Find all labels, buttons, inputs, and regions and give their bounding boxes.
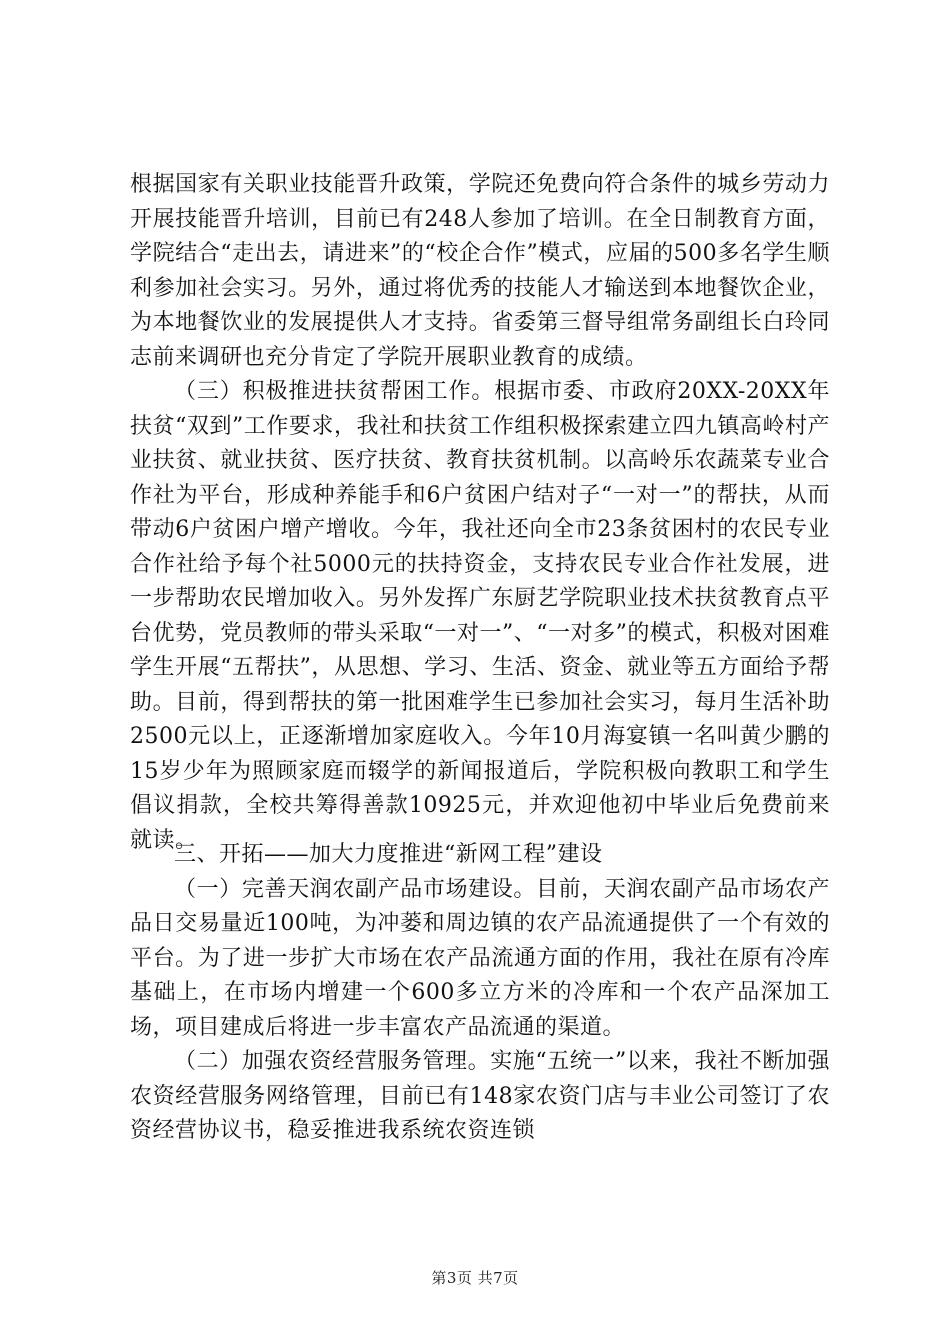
section-poverty-relief [130, 168, 830, 858]
page-number-footer: 第3页 共7页 [431, 1269, 519, 1287]
paragraph-agri-supply-management: （二）加强农资经营服务管理。实施“五统一”以来，我社不断加强农资经营服务网络管理，目前已有148家农资门店与丰业公司签订了农资经营协议书，稳妥推进我系统农资连锁 [130, 1049, 830, 1143]
paragraph-vocational-training: 根据国家有关职业技能晋升政策，学院还免费向符合条件的城乡劳动力开展技能晋升培训，目前已有248人参加了培训。在全日制教育方面，学院结合“走出去，请进来”的“校企合作”模式，应届的500多名学生顺利参加社会实习。另外，通过将优秀的技能人才输送到本地餐饮企业，为本地餐饮业的发展提供人才支持。省委第三督导组常务副组长白玲同志前来调研也充分肯定了学院开展职业教育的成绩。 [130, 172, 830, 370]
paragraph-poverty-relief: （三）积极推进扶贫帮困工作。根据市委、市政府20XX-20XX年扶贫“双到”工作要求，我社和扶贫工作组积极探索建立四九镇高岭村产业扶贫、就业扶贫、医疗扶贫、教育扶贫机制。以高岭乐农蔬菜专业合作社为平台，形成种养能手和6户贫困户结对子“一对一”的帮扶，从而带动6户贫困户增产增收。今年，我社还向全市23条贫困村的农民专业合作社给予每个社5000元的扶持资金，支持农民专业合作社发展，进一步帮助农民增加收入。另外发挥广东厨艺学院职业技术扶贫教育点平台优势，党员教师的带头采取“一对一”、“一对多”的模式，积极对困难学生开展“五帮扶”，从思想、学习、生活、资金、就业等五方面给予帮助。目前，得到帮扶的第一批困难学生已参加社会实习，每月生活补助2500元以上，正逐渐增加家庭收入。今年10月海宴镇一名叫黄少鹏的15岁少年为照顾家庭而辍学的新闻报道后，学院积极向教职工和学生倡议捐款，全校共筹得善款10925元，并欢迎他初中毕业后免费前来就读。 [130, 379, 830, 853]
section-new-network-project [130, 838, 830, 1149]
section-heading: 三、开拓——加大力度推进“新网工程”建设 [174, 842, 603, 867]
paragraph-market-construction: （一）完善天润农副产品市场建设。目前，天润农副产品市场农产品日交易量近100吨，为冲蒌和周边镇的农产品流通提供了一个有效的平台。为了进一步扩大市场在农产品流通方面的作用，我社在原有冷库基础上，在市场内增建一个600多立方米的冷库和一个农产品深加工场，项目建成后将进一步丰富农产品流通的渠道。 [130, 876, 830, 1040]
